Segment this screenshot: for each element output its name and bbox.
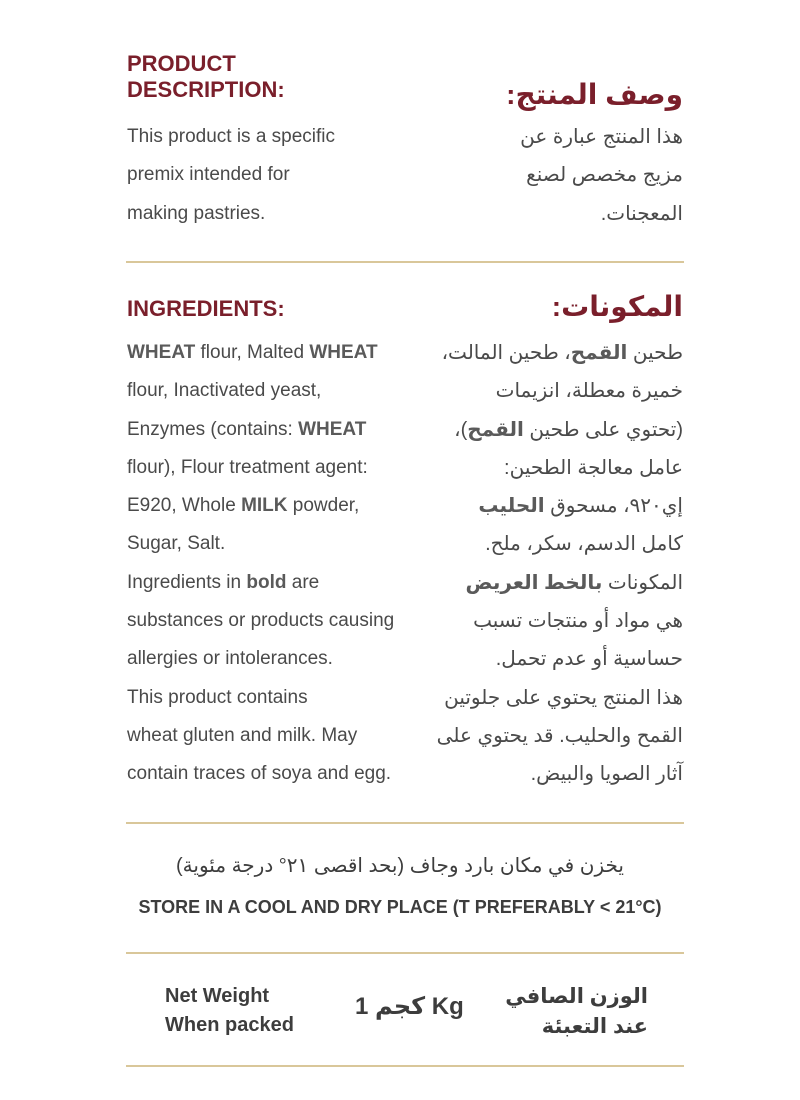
- ingredients-line: flour, Inactivated yeast,: [127, 380, 322, 402]
- ingredients-line-ar: إي٩٢٠، مسحوق الحليب: [478, 495, 683, 518]
- ingredients-line: flour), Flour treatment agent:: [127, 456, 368, 478]
- ingredients-line: This product contains: [127, 686, 308, 708]
- ingredients-line-ar: كامل الدسم، سكر، ملح.: [485, 533, 683, 556]
- ingredients-line-ar: طحين القمح، طحين المالت،: [441, 342, 683, 364]
- ingredients-line-ar: حساسية أو عدم تحمل.: [495, 648, 683, 671]
- ingredients-line: allergies or intolerances.: [127, 648, 333, 670]
- ingredients-line-ar: آثار الصويا والبيض.: [530, 763, 683, 786]
- ingredients-line: WHEAT flour, Malted WHEAT: [127, 342, 378, 363]
- ingredients-line: substances or products causing: [127, 610, 395, 632]
- net-weight-value-ar: كجم: [375, 993, 426, 1020]
- description-heading-ar: وصف المنتج:: [506, 79, 683, 110]
- ingredients-line-ar: هذا المنتج يحتوي على جلوتين: [444, 686, 683, 709]
- ingredients-line: E920, Whole MILK powder,: [127, 495, 360, 517]
- ingredients-line-ar: عامل معالجة الطحين:: [504, 456, 683, 479]
- ingredients-line: contain traces of soya and egg.: [127, 763, 392, 785]
- divider-2: [126, 822, 684, 824]
- ingredients-line-ar: هي مواد أو منتجات تسبب: [473, 610, 683, 633]
- ingredients-line-ar: القمح والحليب. قد يحتوي على: [436, 724, 683, 747]
- ingredients-line: Sugar, Salt.: [127, 533, 226, 555]
- ingredients-line-ar: خميرة معطلة، انزيمات: [495, 380, 683, 403]
- divider-4: [126, 1065, 684, 1067]
- description-heading-en: PRODUCT DESCRIPTION:: [127, 51, 285, 102]
- net-weight-label-en: Net Weight When packed: [165, 985, 294, 1036]
- ingredients-heading-en: INGREDIENTS:: [127, 296, 285, 321]
- net-weight-value: [355, 992, 464, 1021]
- ingredients-text-ar: [393, 334, 683, 794]
- storage-text-en: STORE IN A COOL AND DRY PLACE (T PREFERABLY < 21°C): [138, 897, 662, 917]
- storage-text-ar: يخزن في مكان بارد وجاف (بحد اقصى ٢١° درجة مئوية): [176, 855, 624, 877]
- ingredients-heading-ar: المكونات:: [551, 291, 683, 322]
- net-weight-label-ar: الوزن الصافي عند التعبئة: [505, 985, 648, 1038]
- description-text-ar: هذا المنتج عبارة عن مزيج مخصص لصنع المعجنات.: [520, 126, 683, 225]
- ingredients-text-en: [127, 334, 427, 794]
- description-text-en: This product is a specific premix intended for making pastries.: [127, 126, 336, 224]
- divider-3: [126, 952, 684, 954]
- ingredients-line-ar: المكونات بالخط العريض: [465, 571, 683, 594]
- ingredients-line: Ingredients in bold are: [127, 571, 320, 593]
- divider-1: [126, 261, 684, 263]
- ingredients-line: Enzymes (contains: WHEAT: [127, 418, 367, 440]
- net-weight-value-en: 1 Kg: [355, 993, 464, 1020]
- ingredients-line: wheat gluten and milk. May: [127, 724, 358, 746]
- ingredients-line-ar: (تحتوي على طحين القمح)،: [454, 418, 683, 441]
